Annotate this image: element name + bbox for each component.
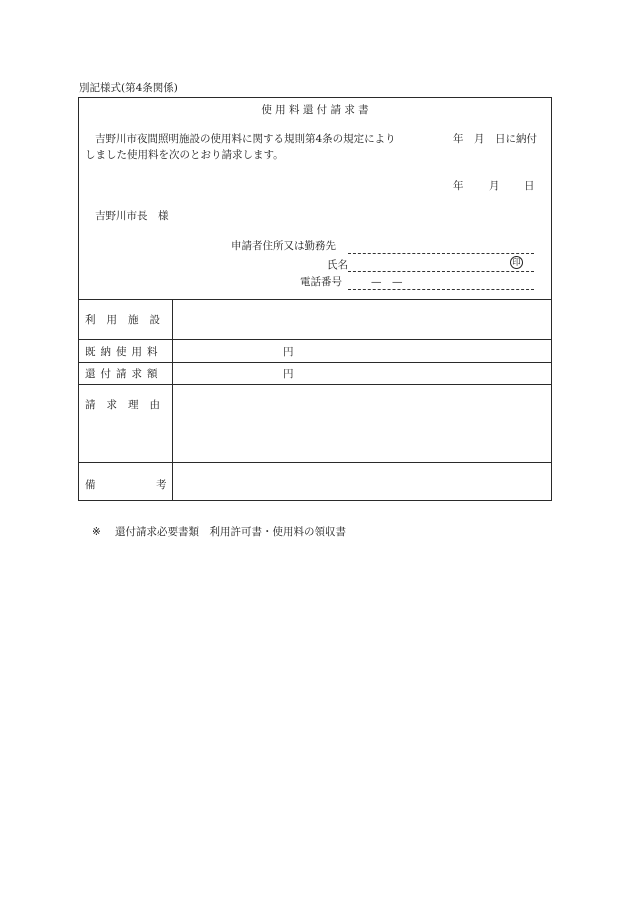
facility-label-text: 利用施設 [85,314,171,326]
facility-label [85,313,169,327]
paid-fee-unit: 円 [283,346,294,358]
phone-separators: — — [371,276,403,288]
form-number-label: 別記様式(第4条関係) [79,82,178,94]
paid-fee-label: 既納使用料 [85,346,163,358]
note-mark: ※ [92,526,101,538]
body-text-line-2: しました使用料を次のとおり請求します。 [85,149,284,161]
reason-label: 請求理由 [85,399,171,411]
remarks-label-right: 考 [156,479,167,491]
applicant-name-line[interactable] [348,271,534,272]
remarks-field[interactable] [173,463,551,500]
refund-request-form [78,97,552,501]
applicant-address-line[interactable] [348,253,534,254]
refund-amount-label: 還付請求額 [85,368,163,380]
date-day: 日 [524,180,535,192]
phone-line[interactable] [348,289,534,290]
remarks-label-left: 備 [85,479,96,491]
refund-amount-unit: 円 [283,368,294,380]
reason-field[interactable] [173,385,551,462]
applicant-name-label: 氏名 [327,259,348,271]
seal-mark: 印 [510,256,523,269]
note-text: 還付請求必要書類 利用許可書・使用料の領収書 [115,526,346,538]
phone-label: 電話番号 [300,276,342,288]
body-text-line-1: 吉野川市夜間照明施設の使用料に関する規則第4条の規定により [95,133,396,145]
date-month: 月 [489,180,500,192]
addressee: 吉野川市長 様 [95,210,169,222]
form-title: 使 用 料 還 付 請 求 書 [261,104,369,116]
paid-fee-field[interactable] [173,340,551,362]
date-year: 年 [453,180,464,192]
refund-amount-field[interactable] [173,363,551,384]
payment-date-text: 年 月 日に納付 [453,133,537,145]
facility-field[interactable] [173,300,551,339]
applicant-address-label: 申請者住所又は勤務先 [231,240,336,252]
